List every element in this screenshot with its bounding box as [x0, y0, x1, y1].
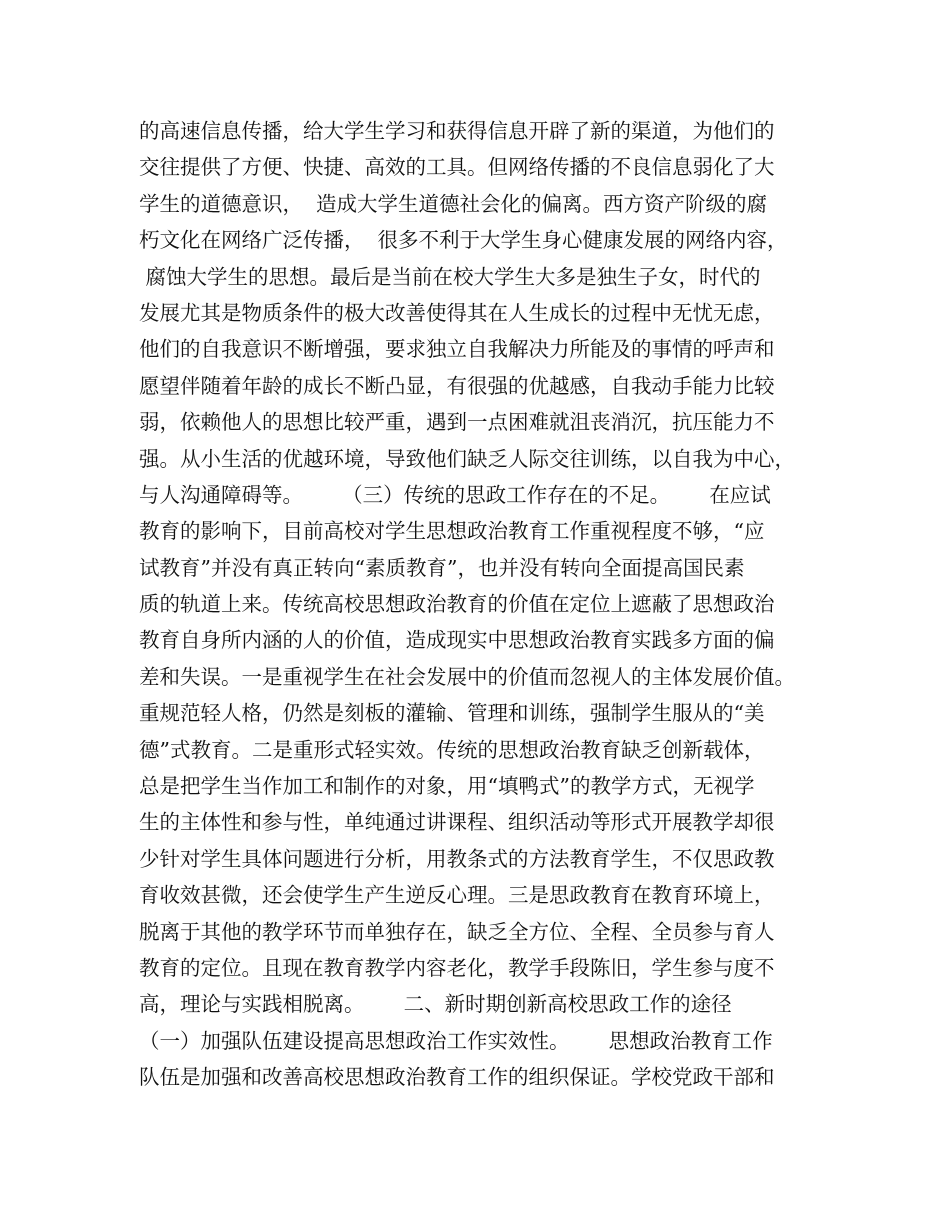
text-line: 重规范轻人格，仍然是刻板的灌输、管理和训练，强制学生服从的“美: [139, 701, 765, 726]
text-line: 总是把学生当作加工和制作的对象，用“填鸭式”的教学方式，无视学: [139, 774, 755, 799]
text-line: 生的主体性和参与性，单纯通过讲课程、组织活动等形式开展教学却很: [139, 810, 775, 835]
text-line: 与人沟通障碍等。 （三）传统的思政工作存在的不足。 在应试: [139, 482, 771, 507]
text-line: 的高速信息传播，给大学生学习和获得信息开辟了新的渠道，为他们的: [139, 119, 775, 143]
text-line: 强。从小生活的优越环境，导致他们缺乏人际交往训练，以自我为中心，: [139, 446, 795, 471]
body-text: [139, 113, 829, 1096]
text-line: 脱离于其他的教学环节而单独存在，缺乏全方位、全程、全员参与育人: [139, 919, 775, 944]
text-line: 教育的定位。且现在教育教学内容老化，教学手段陈旧，学生参与度不: [139, 955, 775, 980]
text-line: 腐蚀大学生的思想。最后是当前在校大学生大多是独生子女，时代的: [139, 264, 761, 289]
text-line: 朽文化在网络广泛传播， 很多不利于大学生身心健康发展的网络内容，: [139, 228, 788, 253]
text-line: 试教育”并没有真正转向“素质教育”，也并没有转向全面提高国民素: [139, 555, 745, 580]
text-line: 德”式教育。二是重形式轻实效。传统的思想政治教育缺乏创新载体，: [139, 737, 765, 762]
text-line: 高，理论与实践相脱离。 二、新时期创新高校思政工作的途径: [139, 992, 732, 1017]
text-line: 质的轨道上来。传统高校思想政治教育的价值在定位上遮蔽了思想政治: [139, 592, 775, 617]
text-line: 教育的影响下，目前高校对学生思想政治教育工作重视程度不够，“应: [139, 519, 765, 544]
text-line: 教育自身所内涵的人的价值，造成现实中思想政治教育实践多方面的偏: [139, 628, 775, 653]
text-line: 差和失误。一是重视学生在社会发展中的价值而忽视人的主体发展价值。: [139, 664, 795, 689]
text-line: 队伍是加强和改善高校思想政治教育工作的组织保证。学校党政干部和: [139, 1065, 775, 1090]
text-line: （一）加强队伍建设提高思想政治工作实效性。 思想政治教育工作: [139, 1028, 773, 1053]
text-line: 少针对学生具体问题进行分析，用教条式的方法教育学生，不仅思政教: [139, 846, 775, 871]
text-line: 愿望伴随着年龄的成长不断凸显，有很强的优越感，自我动手能力比较: [139, 373, 775, 398]
text-line: 他们的自我意识不断增强，要求独立自我解决力所能及的事情的呼声和: [139, 337, 775, 362]
text-line: 育收效甚微，还会使学生产生逆反心理。三是思政教育在教育环境上，: [139, 883, 775, 908]
text-line: 学生的道德意识， 造成大学生道德社会化的偏离。西方资产阶级的腐: [139, 191, 768, 216]
text-line: 弱，依赖他人的思想比较严重，遇到一点困难就沮丧消沉，抗压能力不: [139, 410, 775, 435]
text-line: 交往提供了方便、快捷、高效的工具。但网络传播的不良信息弱化了大: [139, 155, 775, 180]
text-line: 发展尤其是物质条件的极大改善使得其在人生成长的过程中无忧无虑，: [139, 300, 775, 325]
